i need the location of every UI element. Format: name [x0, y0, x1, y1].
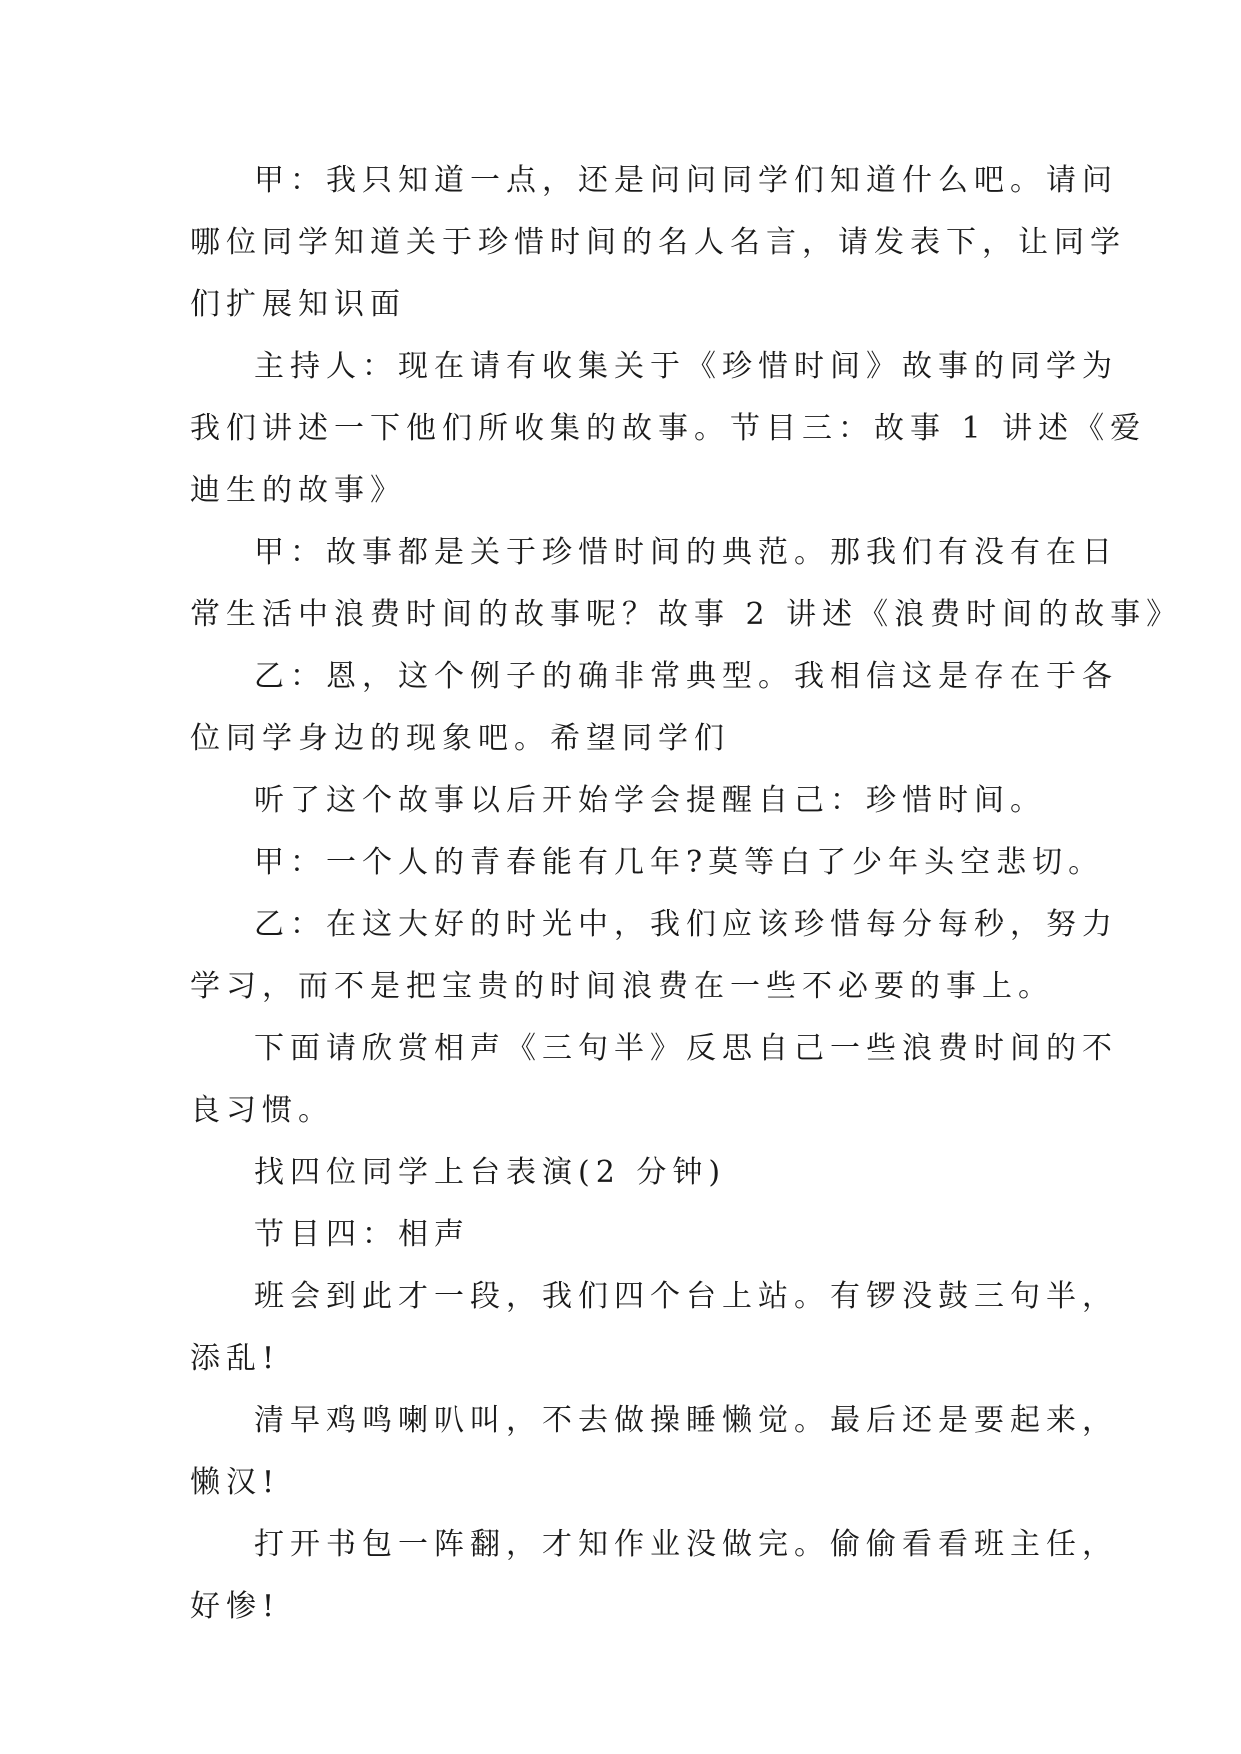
- text-line: 乙：在这大好的时光中，我们应该珍惜每分每秒，努力: [254, 907, 1118, 942]
- paragraph: [190, 522, 1183, 646]
- text-line: 甲：故事都是关于珍惜时间的典范。那我们有没有在日: [254, 535, 1118, 570]
- text-line: 下面请欣赏相声《三句半》反思自己一些浪费时间的不: [254, 1031, 1118, 1066]
- text-line: 哪位同学知道关于珍惜时间的名人名言，请发表下，让同学: [190, 225, 1126, 260]
- paragraph: [190, 1018, 1118, 1142]
- paragraph: [190, 1142, 1050, 1204]
- text-line: 主持人：现在请有收集关于《珍惜时间》故事的同学为: [254, 349, 1118, 384]
- text-line: 添乱!: [190, 1341, 281, 1376]
- text-line: 听了这个故事以后开始学会提醒自己：珍惜时间。: [254, 783, 1046, 818]
- text-line: 好惨!: [190, 1589, 281, 1624]
- paragraph: [190, 894, 1118, 1018]
- text-line: 找四位同学上台表演(2 分钟): [254, 1155, 727, 1190]
- paragraph: [190, 336, 1147, 522]
- text-line: 清早鸡鸣喇叭叫，不去做操睡懒觉。最后还是要起来，: [254, 1403, 1118, 1438]
- text-line: 常生活中浪费时间的故事呢？故事 2 讲述《浪费时间的故事》: [190, 597, 1183, 632]
- text-line: 节目四：相声: [254, 1217, 470, 1252]
- text-line: 甲：一个人的青春能有几年?莫等白了少年头空悲切。: [254, 845, 1105, 880]
- paragraph: [190, 1204, 1050, 1266]
- text-line: 良习惯。: [190, 1093, 334, 1128]
- text-line: 乙：恩，这个例子的确非常典型。我相信这是存在于各: [254, 659, 1118, 694]
- text-line: 位同学身边的现象吧。希望同学们: [190, 721, 730, 756]
- text-line: 们扩展知识面: [190, 287, 406, 322]
- paragraph: [190, 832, 1105, 894]
- text-line: 懒汉!: [190, 1465, 281, 1500]
- paragraph: [190, 1390, 1118, 1514]
- text-line: 学习，而不是把宝贵的时间浪费在一些不必要的事上。: [190, 969, 1054, 1004]
- text-line: 甲：我只知道一点，还是问问同学们知道什么吧。请问: [254, 163, 1118, 198]
- paragraph: [190, 1514, 1118, 1638]
- paragraph: [190, 150, 1126, 336]
- text-line: 打开书包一阵翻，才知作业没做完。偷偷看看班主任，: [254, 1527, 1118, 1562]
- text-line: 我们讲述一下他们所收集的故事。节目三：故事 1 讲述《爱: [190, 411, 1147, 446]
- paragraph: [190, 646, 1118, 770]
- text-line: 班会到此才一段，我们四个台上站。有锣没鼓三句半，: [254, 1279, 1118, 1314]
- text-line: 迪生的故事》: [190, 473, 406, 508]
- paragraph: [190, 1266, 1118, 1390]
- document-body: [190, 150, 1183, 1638]
- paragraph: [190, 770, 1050, 832]
